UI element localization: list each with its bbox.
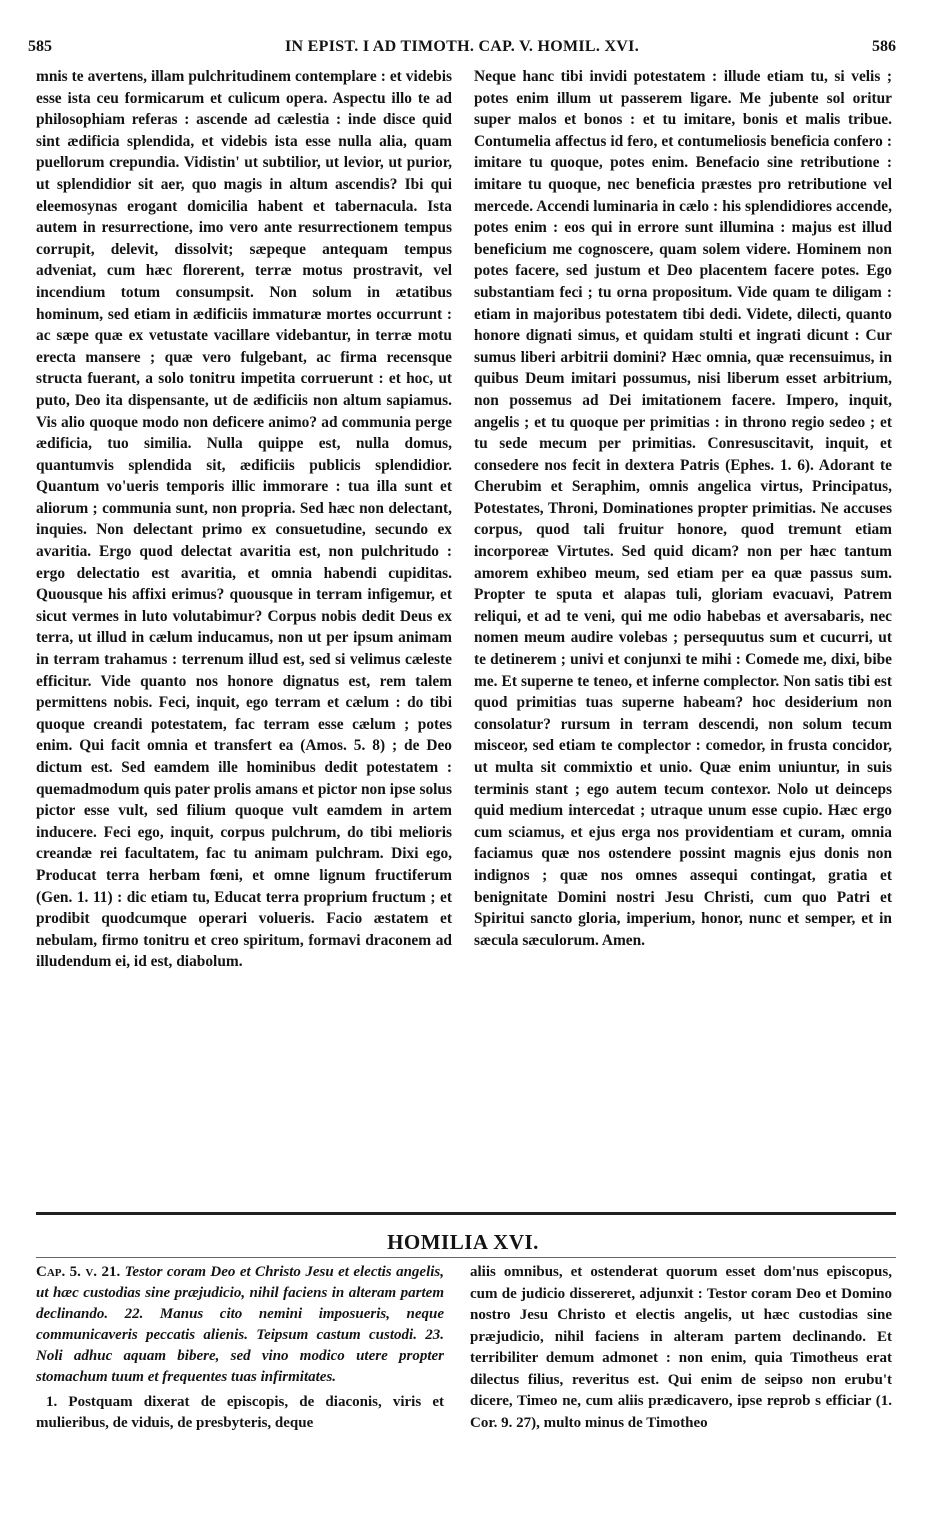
intro-paragraph: 1. Postquam dixerat de episcopis, de diaconis, viris et mulieribus, de viduis, de presbyteris, deque [36,1394,444,1431]
top-left-column [36,66,452,973]
section-divider [36,1212,896,1215]
top-right-text: Neque hanc tibi invidi potestatem : illude etiam tu, si velis ; potes enim illum ut passerem ligare. Me jubente sol oritur super malos et bonos : et tu imitare, bonis et malis tribue. Contumelia affectus id fero, et contumeliosis beneficia confero : imitare tu quoque, potes enim. Benefacio sine retributione : imitare tu quoque, nec beneficia præstes pro retributione vel mercede. Accendi luminaria in cælo : his splendidiores accende, potes enim : eos qui in errore sunt illumina : majus est illud beneficium me cognoscere, quam solem videre. Hominem non potes facere, sed justum et Deo placentem facere potes. Ego substantiam feci ; tu orna propositum. Vide quam te diligam : etiam in majoribus potestatem tibi dedi. Videte, dilecti, quanto honore dignati simus, et quidam stulti et ingrati dicunt : Cur sumus liberi arbitrii domini? Hæc omnia, quæ recensuimus, in quibus Deum imitari possumus, nisi liberum esset arbitrium, non possemus ad Dei imitationem facere. Impero, inquit, angelis ; et tu quoque per primitias : in throno regio sedeo ; et tu sede mecum per primitias. Conresuscitavit, inquit, et consedere nos fecit in dextera Patris (Ephes. 1. 6). Adorant te Cherubim et Seraphim, omnis angelica virtus, Principatus, Potestates, Throni, Dominationes propter primitias. Ne accuses corpus, quod tali fruitur honore, quod tremunt etiam incorporeæ Virtutes. Sed quid dicam? non per hæc tantum amorem exhibeo meum, sed etiam per ea quæ passus sum. Propter te sputa et alapas tuli, gloriam evacuavi, Patrem reliqui, et ad te veni, qui me odio habebas et aversabaris, nec nomen meum audire volebas ; persequutus sum et cucurri, ut te detinerem ; univi et conjunxi te mihi : Comede me, dixi, bibe me. Et superne te teneo, et inferne complector. Non satis tibi est quod primitias tuas superne habeam? hoc desiderium non consolatur? rursum in terram descendi, non solum tecum misceor, sed etiam te complector : comedor, in frusta concidor, ut multa sit commixtio et unio. Quæ enim uniuntur, in suis terminis stant ; ego autem tecum contexor. Nolo ut deinceps quid medium intercedat ; utraque unum esse cupio. Hæc ergo cum sciamus, et ejus erga nos providentiam et curam, omnia faciamus quæ nos ostendere possint magnis ejus donis non indignos ; quæ nos omnes assequi contingat, gratia et benignitate Domini nostri Jesu Christi, cum quo Patri et Spiritui sancto gloria, imperium, honor, nunc et semper, et in sæcula sæculorum. Amen. [474,68,892,949]
running-title: IN EPIST. I AD TIMOTH. CAP. V. HOMIL. XVI. [284,38,639,55]
top-right-column [474,66,892,951]
homily-title: HOMILIA XVI. [387,1230,539,1254]
bottom-right-text: aliis omnibus, et ostenderat quorum esset dom'nus episcopus, cum de judicio dissereret, adjunxit : Testor coram Deo et Domino nostro Jesu Christo et electis angelis, ut hæc custodias sine præjudicio, nihil faciens in alteram partem declinando. Et terribiliter demum admonet : non enim, quia Timotheus erat dilectus filius, reveritus est. Qui enim de seipso non erubu't dicere, Timeo ne, cum aliis prædicavero, ipse reprob s efficiar (1. Cor. 9. 27), multo minus de Timotheo [470,1264,892,1431]
argument-label: Cap. 5. v. 21. [36,1264,121,1280]
bottom-right-column [470,1262,892,1434]
running-header [28,38,896,60]
page-number-right: 586 [872,38,896,55]
chapter-argument [36,1262,444,1388]
bottom-left-column [36,1262,444,1434]
argument-text: Testor coram Deo et Christo Jesu et electis angelis, ut hæc custodias sine præjudicio, nihil faciens in alteram partem declinando. 22. Manus cito nemini imposueris, neque communicaveris peccatis alienis. Teipsum castum custodi. 23. Noli adhuc aquam bibere, sed vino modico utere propter stomachum tuum et frequentes tuas infirmitates. [36,1264,444,1385]
title-underline [36,1257,896,1258]
top-left-text: mnis te avertens, illam pulchritudinem contemplare : et videbis esse ista ceu formicarum et culicum opera. Aspectu illo te ad philosophiam referas : ascende ad cælestia : inde disce quid sint ædificia splendida, et videbis ista esse nulla alia, quam puellorum crepundia. Vidistin' ut subtilior, ut levior, ut purior, ut splendidior sit aer, quo magis in altum ascendis? Ibi qui eleemosynas erogant domicilia habent et tabernacula. Ista autem in resurrectione, imo vero ante resurrectionem tempus corrupit, delevit, dissolvit; sæpeque antequam tempus adveniat, cum hæc florerent, terræ motus prostravit, vel incendium totum consumpsit. Non solum in ætatibus hominum, sed etiam in ædificiis immaturæ mortes occurrunt : ac sæpe quæ ex vetustate vacillare videbantur, in terræ motu erecta mansere ; quæ vero fulgebant, ac firma recensque structa fuerant, a solo tonitru impetita corruerunt : et hoc, ut puto, Deo ita dispensante, ut de ædificiis non altum sapiamus. Vis alio quoque modo non deficere animo? ad communia perge ædificia, tuo similia. Nulla quippe est, nulla domus, quantumvis splendida sit, ædificiis publicis splendidior. Quantum vo'ueris temporis illic immorare : tua illa sunt et aliorum ; communia sunt, non propria. Sed hæc non delectant, inquies. Non delectant primo ex consuetudine, secundo ex avaritia. Ergo quod delectat avaritia est, non pulchritudo : ergo delectatio est avaritia, et omnia habendi cupiditas. Quousque his affixi erimus? quousque in terram infigemur, et sicut vermes in luto volutabimur? Corpus nobis dedit Deus ex terra, ut illud in cælum inducamus, non ut per ipsum animam in terram trahamus : terrenum illud est, sed si velimus cæleste efficitur. Vide quanto nos honore dignatus est, rem talem permittens nobis. Feci, inquit, ego terram et cælum : do tibi quoque creandi potestatem, fac terram esse cælum ; potes enim. Qui facit omnia et transfert ea (Amos. 5. 8) ; de Deo dictum est. Sed eamdem ille hominibus dedit potestatem : quemadmodum quis pater prolis amans et pictor non ipse solus pictor esse vult, sed filium quoque vult eamdem in artem inducere. Feci ego, inquit, corpus pulchrum, do tibi melioris creandæ rei facultatem, fac tu animam pulchram. Dixi ego, Producat terra herbam fœni, et omne lignum fructiferum (Gen. 1. 11) : dic etiam tu, Educat terra proprium fructum ; et prodibit quodcumque operari volueris. Facio æstatem et nebulam, firmo tonitru et creo spiritum, formavi draconem ad illudendum ei, id est, diabolum. [36,68,452,971]
page-number-left: 585 [28,38,52,55]
